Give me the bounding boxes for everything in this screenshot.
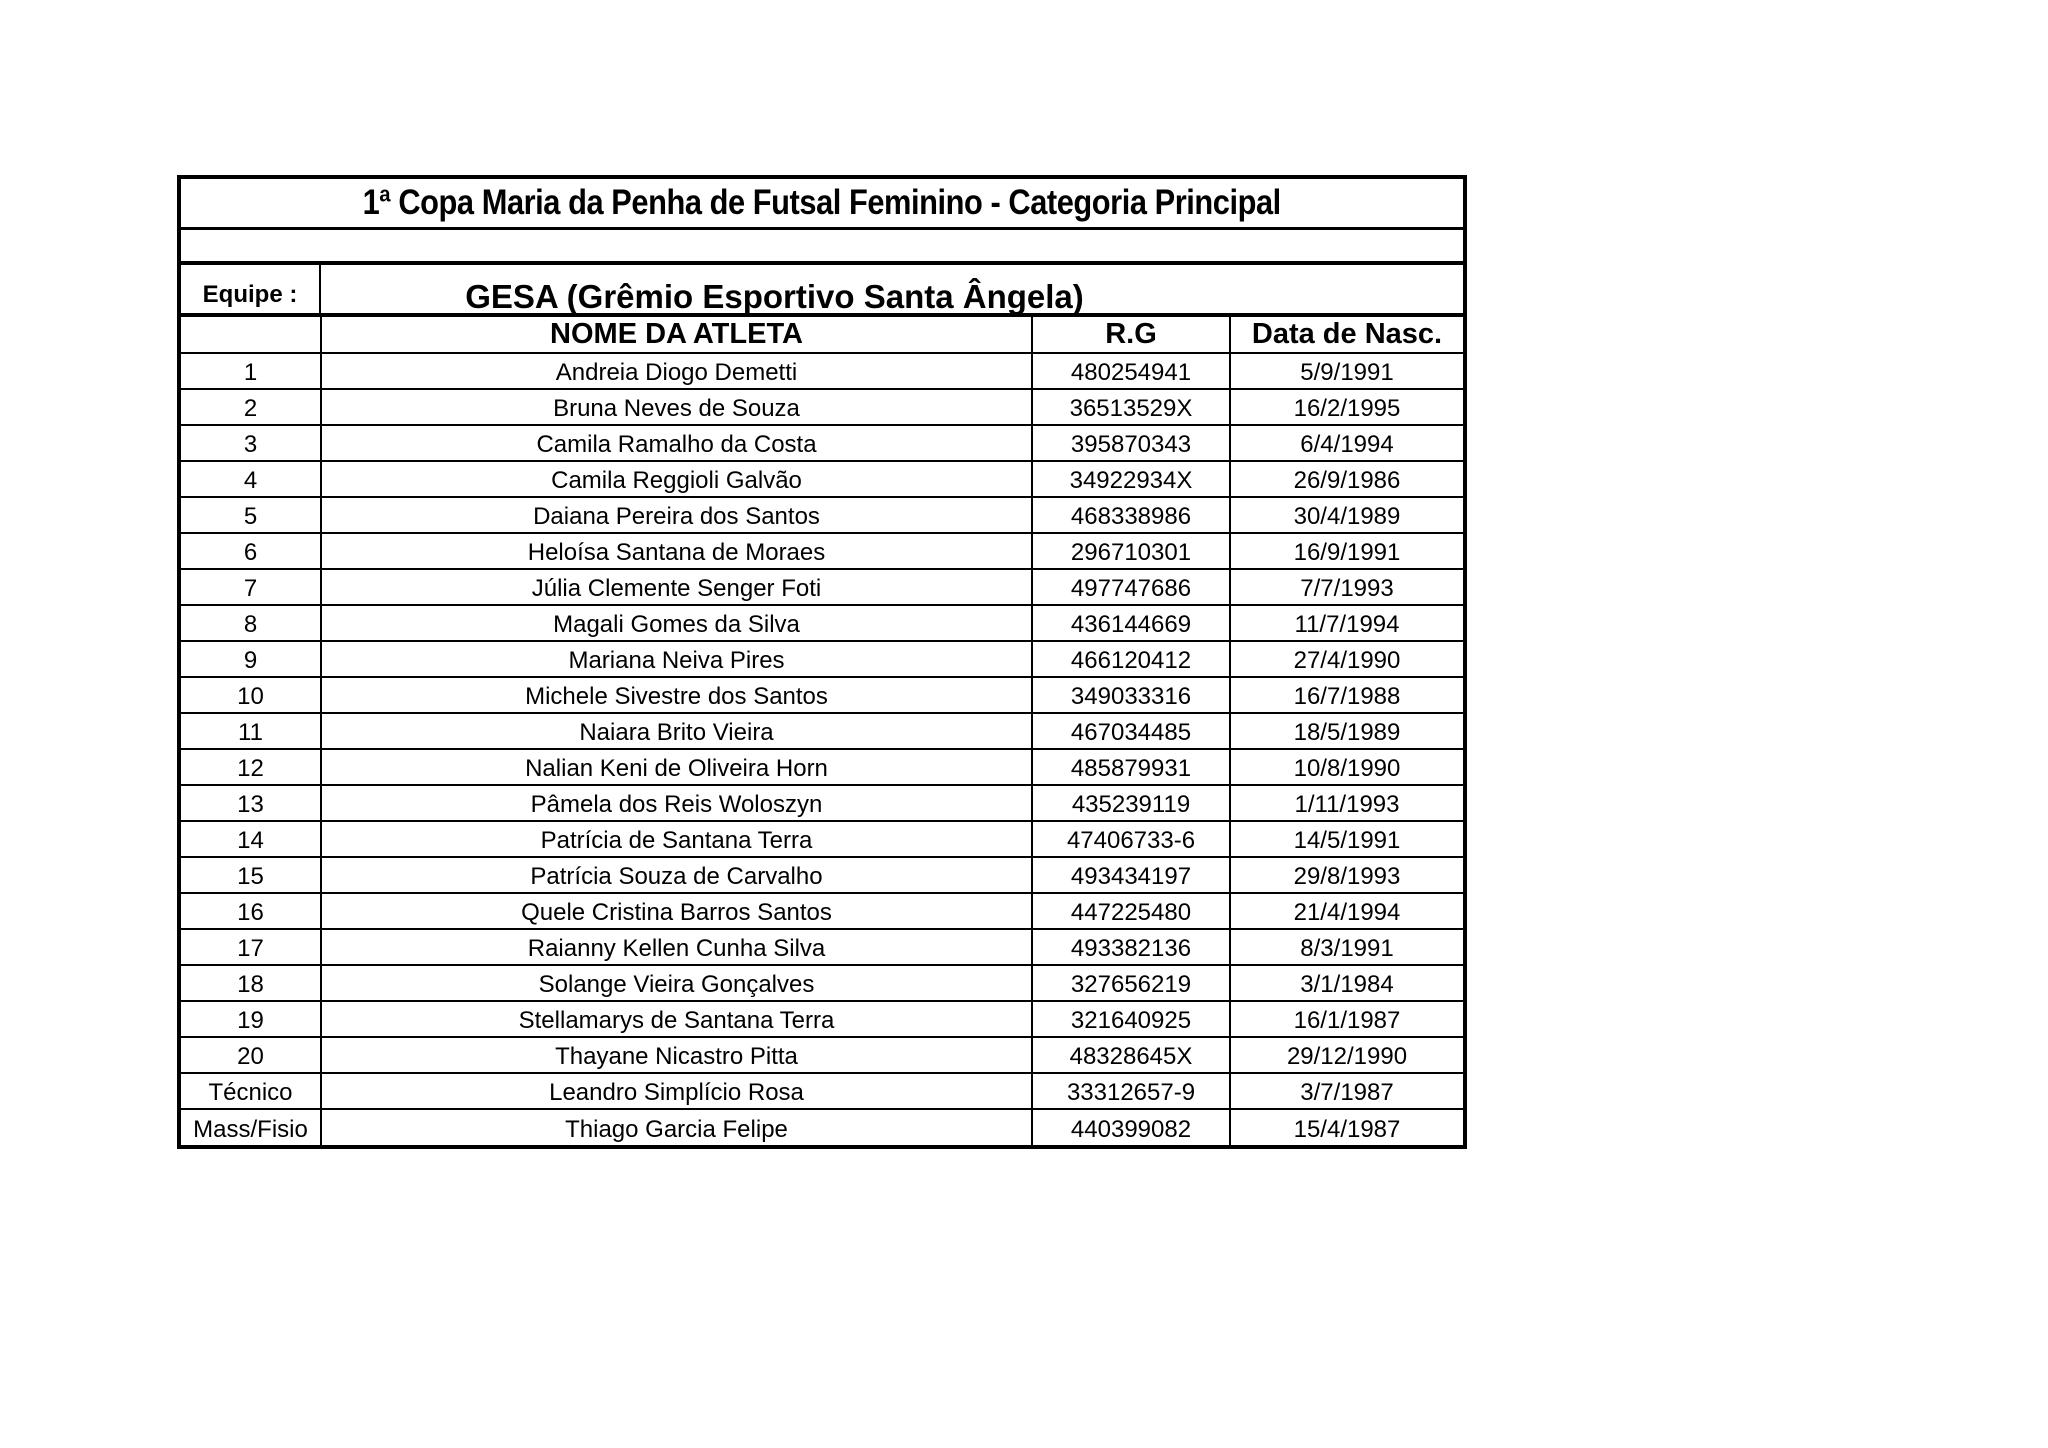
table-row [181, 605, 1463, 641]
row-number: 20 [181, 1037, 321, 1073]
rg-number: 480254941 [1032, 353, 1230, 389]
table-row [181, 425, 1463, 461]
rg-number: 493382136 [1032, 929, 1230, 965]
birth-date: 7/7/1993 [1230, 569, 1463, 605]
birth-date: 26/9/1986 [1230, 461, 1463, 497]
birth-date: 16/1/1987 [1230, 1001, 1463, 1037]
birth-date: 5/9/1991 [1230, 353, 1463, 389]
row-number: 9 [181, 641, 321, 677]
roster-body [181, 353, 1463, 1145]
row-number: 13 [181, 785, 321, 821]
table-row [181, 533, 1463, 569]
table-row [181, 857, 1463, 893]
row-number: 4 [181, 461, 321, 497]
birth-date: 11/7/1994 [1230, 605, 1463, 641]
rg-number: 447225480 [1032, 893, 1230, 929]
athlete-name: Andreia Diogo Demetti [321, 353, 1032, 389]
table-row [181, 641, 1463, 677]
athlete-name: Thiago Garcia Felipe [321, 1109, 1032, 1145]
table-row [181, 965, 1463, 1001]
row-number: 2 [181, 389, 321, 425]
rg-number: 468338986 [1032, 497, 1230, 533]
birth-date: 29/8/1993 [1230, 857, 1463, 893]
table-row [181, 569, 1463, 605]
row-number: 17 [181, 929, 321, 965]
athlete-name: Stellamarys de Santana Terra [321, 1001, 1032, 1037]
rg-number: 497747686 [1032, 569, 1230, 605]
header-row [181, 316, 1463, 353]
table-row [181, 1037, 1463, 1073]
birth-date: 3/1/1984 [1230, 965, 1463, 1001]
birth-date: 1/11/1993 [1230, 785, 1463, 821]
table-row [181, 677, 1463, 713]
rg-number: 485879931 [1032, 749, 1230, 785]
athlete-name: Júlia Clemente Senger Foti [321, 569, 1032, 605]
rg-number: 435239119 [1032, 785, 1230, 821]
row-number: 6 [181, 533, 321, 569]
table-row [181, 749, 1463, 785]
row-number: Mass/Fisio [181, 1109, 321, 1145]
athlete-name: Daiana Pereira dos Santos [321, 497, 1032, 533]
row-number: 15 [181, 857, 321, 893]
rg-number: 34922934X [1032, 461, 1230, 497]
table-row [181, 497, 1463, 533]
team-label: Equipe : [181, 265, 321, 313]
table-row [181, 1109, 1463, 1145]
table-row [181, 1001, 1463, 1037]
birth-date: 14/5/1991 [1230, 821, 1463, 857]
athlete-name: Quele Cristina Barros Santos [321, 893, 1032, 929]
blank-row [181, 230, 1463, 265]
team-name: GESA (Grêmio Esportivo Santa Ângela) [465, 278, 1084, 315]
row-number: 16 [181, 893, 321, 929]
birth-date: 15/4/1987 [1230, 1109, 1463, 1145]
table-row [181, 821, 1463, 857]
birth-date: 8/3/1991 [1230, 929, 1463, 965]
page-title: 1ª Copa Maria da Penha de Futsal Feminino - Categoria Principal [362, 183, 1282, 222]
rg-number: 395870343 [1032, 425, 1230, 461]
rg-number: 48328645X [1032, 1037, 1230, 1073]
rg-number: 47406733-6 [1032, 821, 1230, 857]
rg-number: 296710301 [1032, 533, 1230, 569]
row-number: 7 [181, 569, 321, 605]
table-row [181, 1073, 1463, 1109]
row-number: 5 [181, 497, 321, 533]
athlete-name: Bruna Neves de Souza [321, 389, 1032, 425]
athlete-name: Nalian Keni de Oliveira Horn [321, 749, 1032, 785]
rg-number: 349033316 [1032, 677, 1230, 713]
header-name: NOME DA ATLETA [321, 316, 1032, 353]
rg-number: 493434197 [1032, 857, 1230, 893]
table-row [181, 929, 1463, 965]
header-rg: R.G [1032, 316, 1230, 353]
roster-table [181, 315, 1463, 1145]
table-row [181, 785, 1463, 821]
athlete-name: Camila Ramalho da Costa [321, 425, 1032, 461]
rg-number: 436144669 [1032, 605, 1230, 641]
table-row [181, 461, 1463, 497]
athlete-name: Camila Reggioli Galvão [321, 461, 1032, 497]
row-number: 12 [181, 749, 321, 785]
rg-number: 327656219 [1032, 965, 1230, 1001]
athlete-name: Raianny Kellen Cunha Silva [321, 929, 1032, 965]
rg-number: 321640925 [1032, 1001, 1230, 1037]
birth-date: 27/4/1990 [1230, 641, 1463, 677]
rg-number: 36513529X [1032, 389, 1230, 425]
athlete-name: Naiara Brito Vieira [321, 713, 1032, 749]
athlete-name: Solange Vieira Gonçalves [321, 965, 1032, 1001]
table-row [181, 353, 1463, 389]
page-title-row [181, 179, 1463, 230]
rg-number: 440399082 [1032, 1109, 1230, 1145]
athlete-name: Leandro Simplício Rosa [321, 1073, 1032, 1109]
rg-number: 466120412 [1032, 641, 1230, 677]
athlete-name: Magali Gomes da Silva [321, 605, 1032, 641]
athlete-name: Michele Sivestre dos Santos [321, 677, 1032, 713]
rg-number: 467034485 [1032, 713, 1230, 749]
birth-date: 16/9/1991 [1230, 533, 1463, 569]
row-number: Técnico [181, 1073, 321, 1109]
athlete-name: Heloísa Santana de Moraes [321, 533, 1032, 569]
row-number: 11 [181, 713, 321, 749]
header-birth: Data de Nasc. [1230, 316, 1463, 353]
row-number: 14 [181, 821, 321, 857]
row-number: 1 [181, 353, 321, 389]
table-row [181, 893, 1463, 929]
birth-date: 30/4/1989 [1230, 497, 1463, 533]
row-number: 3 [181, 425, 321, 461]
birth-date: 3/7/1987 [1230, 1073, 1463, 1109]
row-number: 8 [181, 605, 321, 641]
row-number: 19 [181, 1001, 321, 1037]
header-num [181, 316, 321, 353]
athlete-name: Pâmela dos Reis Woloszyn [321, 785, 1032, 821]
birth-date: 6/4/1994 [1230, 425, 1463, 461]
birth-date: 18/5/1989 [1230, 713, 1463, 749]
table-row [181, 713, 1463, 749]
athlete-name: Mariana Neiva Pires [321, 641, 1032, 677]
team-row [181, 265, 1463, 315]
row-number: 18 [181, 965, 321, 1001]
table-row [181, 389, 1463, 425]
birth-date: 10/8/1990 [1230, 749, 1463, 785]
athlete-name: Patrícia Souza de Carvalho [321, 857, 1032, 893]
row-number: 10 [181, 677, 321, 713]
birth-date: 21/4/1994 [1230, 893, 1463, 929]
rg-number: 33312657-9 [1032, 1073, 1230, 1109]
roster-sheet [177, 175, 1467, 1149]
birth-date: 29/12/1990 [1230, 1037, 1463, 1073]
athlete-name: Patrícia de Santana Terra [321, 821, 1032, 857]
birth-date: 16/2/1995 [1230, 389, 1463, 425]
athlete-name: Thayane Nicastro Pitta [321, 1037, 1032, 1073]
birth-date: 16/7/1988 [1230, 677, 1463, 713]
